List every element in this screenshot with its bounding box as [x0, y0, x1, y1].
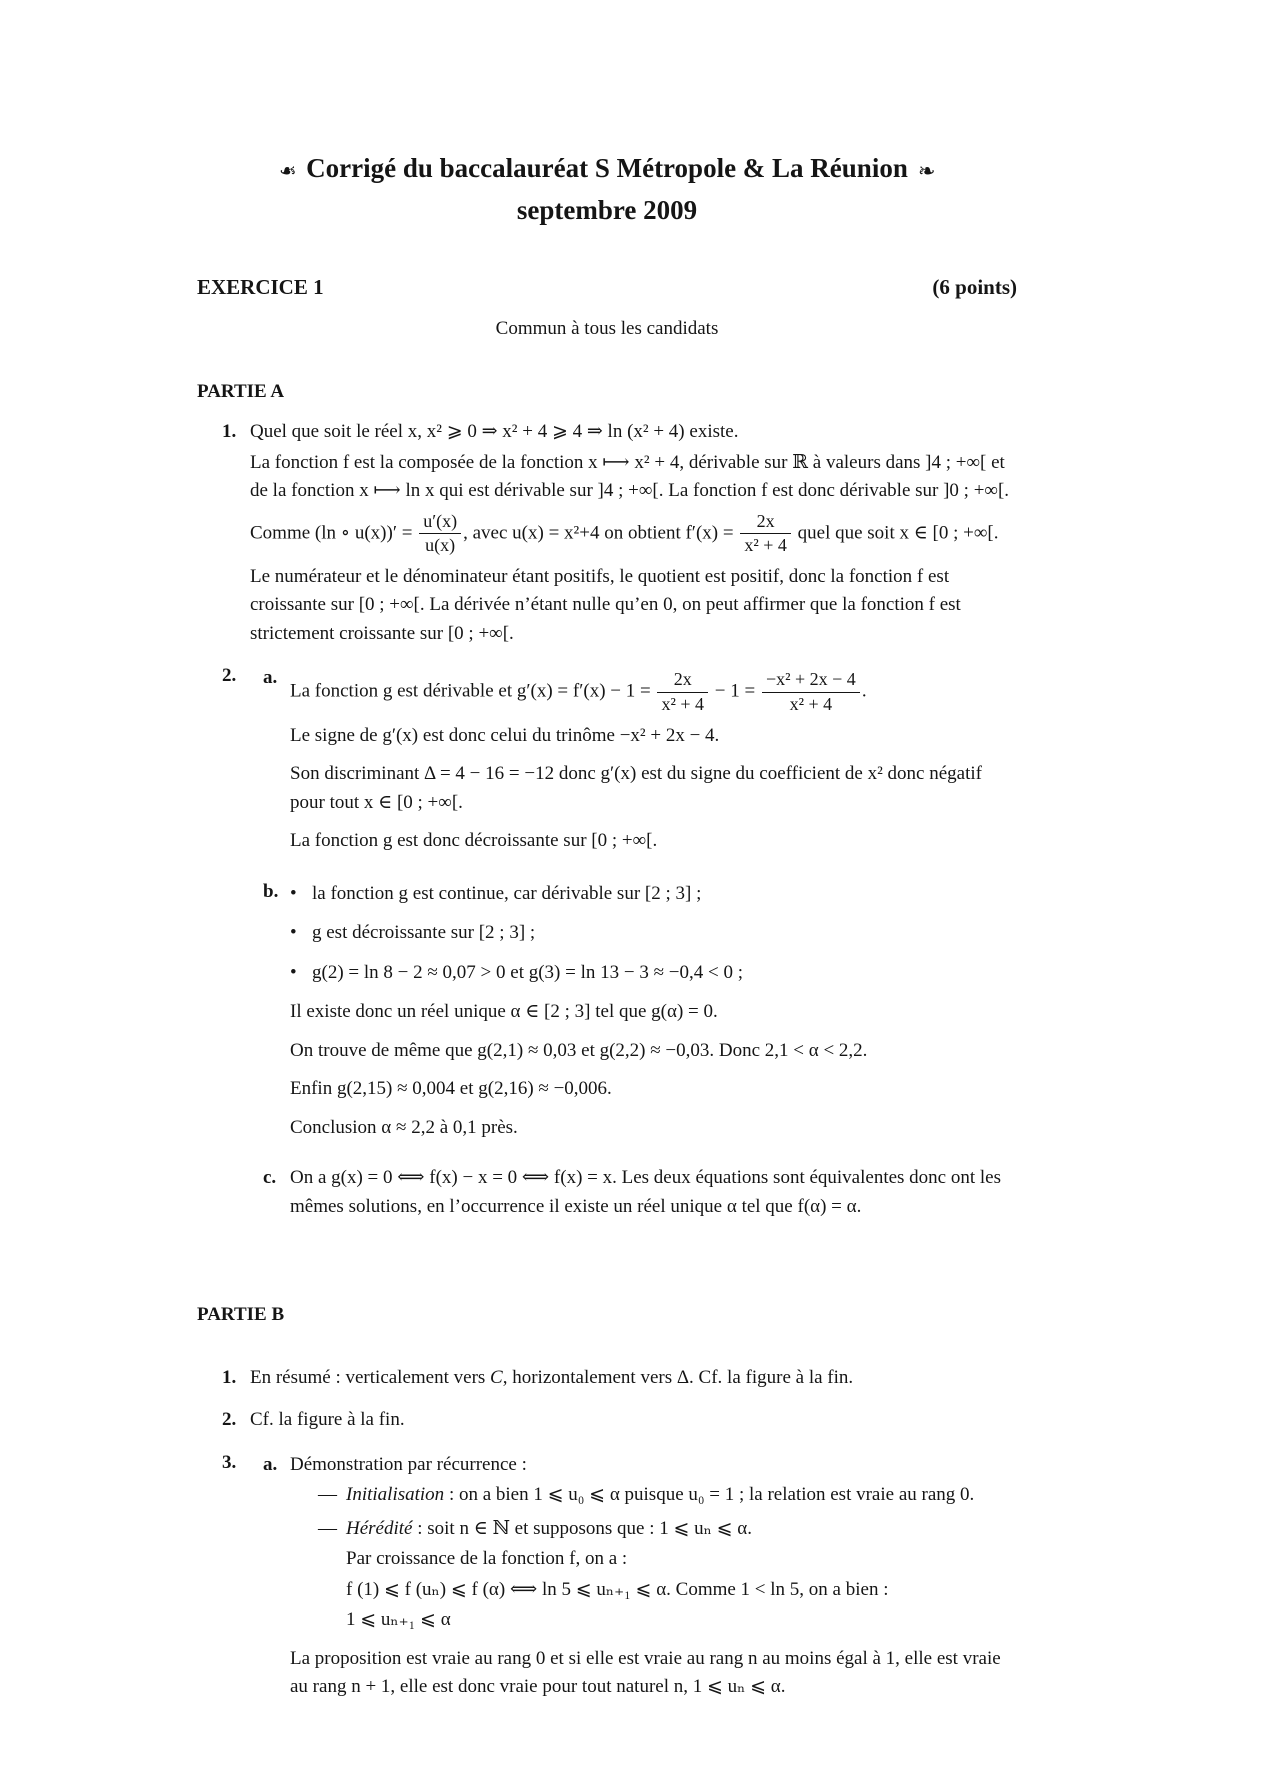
bullet-icon: •: [290, 922, 297, 944]
exercise-heading-row: [197, 272, 1017, 304]
item-body: [290, 1164, 1017, 1223]
paragraph: Il existe donc un réel unique α ∈ [2 ; 3] tel que g(α) = 0.: [290, 1001, 718, 1023]
paragraph: f (1) ⩽ f (uₙ) ⩽ f (α) ⟺ ln 5 ⩽ uₙ₊₁ ⩽ α. Comme 1 < ln 5, on a bien :: [346, 1578, 889, 1600]
item-number: 2.: [222, 1409, 237, 1431]
exercise-points: (6 points): [932, 274, 1017, 299]
list-item-a2c: [263, 1164, 1017, 1223]
paragraph: Le numérateur et le dénominateur étant positifs, le quotient est positif, donc la fonction f est croissante sur [0 ; +∞[. La dérivée n’étant nulle qu’en 0, on peut affirmer que la fonction f est strictement croissante sur [0 ; +∞[.: [250, 565, 961, 644]
part-b-heading: PARTIE B: [197, 1304, 285, 1326]
list-item-b3: [222, 1449, 1017, 1716]
paragraph: On trouve de même que g(2,1) ≈ 0,03 et g(2,2) ≈ −0,03. Donc 2,1 < α < 2,2.: [290, 1039, 868, 1061]
item-number: 1.: [222, 421, 237, 443]
item-number: 1.: [222, 1366, 237, 1388]
part-a-heading: PARTIE A: [197, 380, 285, 402]
item-letter: b.: [263, 880, 279, 902]
paragraph: g est décroissante sur [2 ; 3] ;: [312, 922, 536, 944]
paragraph: g(2) = ln 8 − 2 ≈ 0,07 > 0 et g(3) = ln 13 − 3 ≈ −0,4 < 0 ;: [312, 961, 743, 983]
list-item-b3a: [263, 1451, 1017, 1704]
item-letter: c.: [263, 1167, 277, 1189]
bullet-icon: •: [290, 961, 297, 983]
document-title-line1: [197, 148, 1017, 190]
dash-icon: —: [318, 1484, 337, 1506]
paragraph: Par croissance de la fonction f, on a :: [346, 1548, 628, 1570]
item-body: [290, 1451, 1017, 1704]
paragraph: La fonction f est la composée de la fonction x ⟼ x² + 4, dérivable sur ℝ à valeurs dans ]4 ; +∞[ et de la fonction x ⟼ ln x qui est dérivable sur ]4 ; +∞[. La fonction f est donc dérivable sur ]0 ; +∞[.: [250, 451, 1010, 502]
paragraph: 1 ⩽ uₙ₊₁ ⩽ α: [346, 1609, 451, 1631]
exercise-subtitle: Commun à tous les candidats: [495, 318, 719, 340]
bullet-icon: •: [290, 882, 297, 904]
part-b-section: [197, 1364, 1017, 1716]
paragraph: Hérédité : soit n ∈ ℕ et supposons que : 1 ⩽ uₙ ⩽ α.: [346, 1517, 753, 1539]
paragraph: En résumé : verticalement vers C, horizontalement vers Δ. Cf. la figure à la fin.: [250, 1366, 854, 1388]
equation-line: La fonction g est dérivable et g′(x) = f′(x) − 1 = $\frac{2x}{\text{x² + 4}}$ − 1 = $\frac{\text{−x² + 2x − 4}}{\text{x² + 4}}$ .: [290, 669, 867, 714]
item-body: [250, 1364, 1017, 1395]
item-body: [250, 1449, 1017, 1716]
item-number: 2.: [222, 665, 237, 687]
item-number: 3.: [222, 1451, 237, 1473]
bullet-item: [290, 959, 1017, 990]
part-a-section: [197, 418, 1017, 1235]
item-body: [250, 418, 1017, 650]
exercise-title: EXERCICE 1: [197, 274, 324, 299]
paragraph: Cf. la figure à la fin.: [250, 1409, 405, 1431]
paragraph: La proposition est vraie au rang 0 et si elle est vraie au rang n au moins égal à 1, elle est vraie au rang n + 1, elle est donc vraie pour tout naturel n, 1 ⩽ uₙ ⩽ α.: [290, 1647, 1001, 1698]
document-header: [197, 148, 1017, 232]
list-item-b1: [222, 1364, 1017, 1395]
bullet-item: [290, 880, 1017, 911]
paragraph: la fonction g est continue, car dérivable sur [2 ; 3] ;: [312, 882, 702, 904]
bullet-item: [290, 919, 1017, 950]
list-item-a2a: [263, 664, 1017, 865]
paragraph: Démonstration par récurrence :: [290, 1453, 527, 1475]
paragraph: Le signe de g′(x) est donc celui du trinôme −x² + 2x − 4.: [290, 724, 720, 746]
list-item-a1: [222, 418, 1017, 650]
item-body: [290, 878, 1017, 1153]
dash-item-initialisation: [318, 1481, 1017, 1512]
paragraph: Initialisation : on a bien 1 ⩽ u₀ ⩽ α puisque u₀ = 1 ; la relation est vraie au rang 0.: [346, 1484, 975, 1506]
paragraph: Conclusion α ≈ 2,2 à 0,1 près.: [290, 1116, 518, 1138]
document-title-line2: septembre 2009: [516, 194, 698, 225]
paragraph: Quel que soit le réel x, x² ⩾ 0 ⇒ x² + 4 ⩾ 4 ⇒ ln (x² + 4) existe.: [250, 421, 739, 443]
list-item-a2b: [263, 878, 1017, 1153]
paragraph: Son discriminant Δ = 4 − 16 = −12 donc g′(x) est du signe du coefficient de x² donc négatif pour tout x ∈ [0 ; +∞[.: [290, 763, 982, 813]
fleuron-left-icon: ❧: [278, 158, 297, 183]
list-item-b2: [222, 1406, 1017, 1437]
document-title-text: Corrigé du baccalauréat S Métropole & La Réunion: [306, 153, 908, 183]
list-item-a2: [222, 662, 1017, 1235]
fleuron-right-icon: ❧: [917, 158, 936, 183]
item-body: [290, 664, 1017, 865]
dash-icon: —: [318, 1517, 337, 1539]
paragraph: Enfin g(2,15) ≈ 0,004 et g(2,16) ≈ −0,006.: [290, 1078, 612, 1100]
paragraph: La fonction g est donc décroissante sur [0 ; +∞[.: [290, 830, 658, 852]
paragraph: On a g(x) = 0 ⟺ f(x) − x = 0 ⟺ f(x) = x. Les deux équations sont équivalentes donc ont les mêmes solutions, en l’occurrence il existe un réel unique α tel que f(α) = α.: [290, 1167, 1001, 1217]
equation-line: Comme (ln ∘ u(x))′ = $\frac{u'(x)}{u(x)}$ , avec u(x) = x²+4 on obtient f′(x) = $\frac{2x}{\text{x² + 4}}$ quel que soit x ∈ [0 ; +∞[.: [250, 510, 999, 556]
item-body: [250, 1406, 1017, 1437]
item-letter: a.: [263, 1453, 278, 1475]
dash-item-heredite: [318, 1515, 1017, 1637]
item-letter: a.: [263, 667, 278, 689]
item-body: [250, 662, 1017, 1235]
